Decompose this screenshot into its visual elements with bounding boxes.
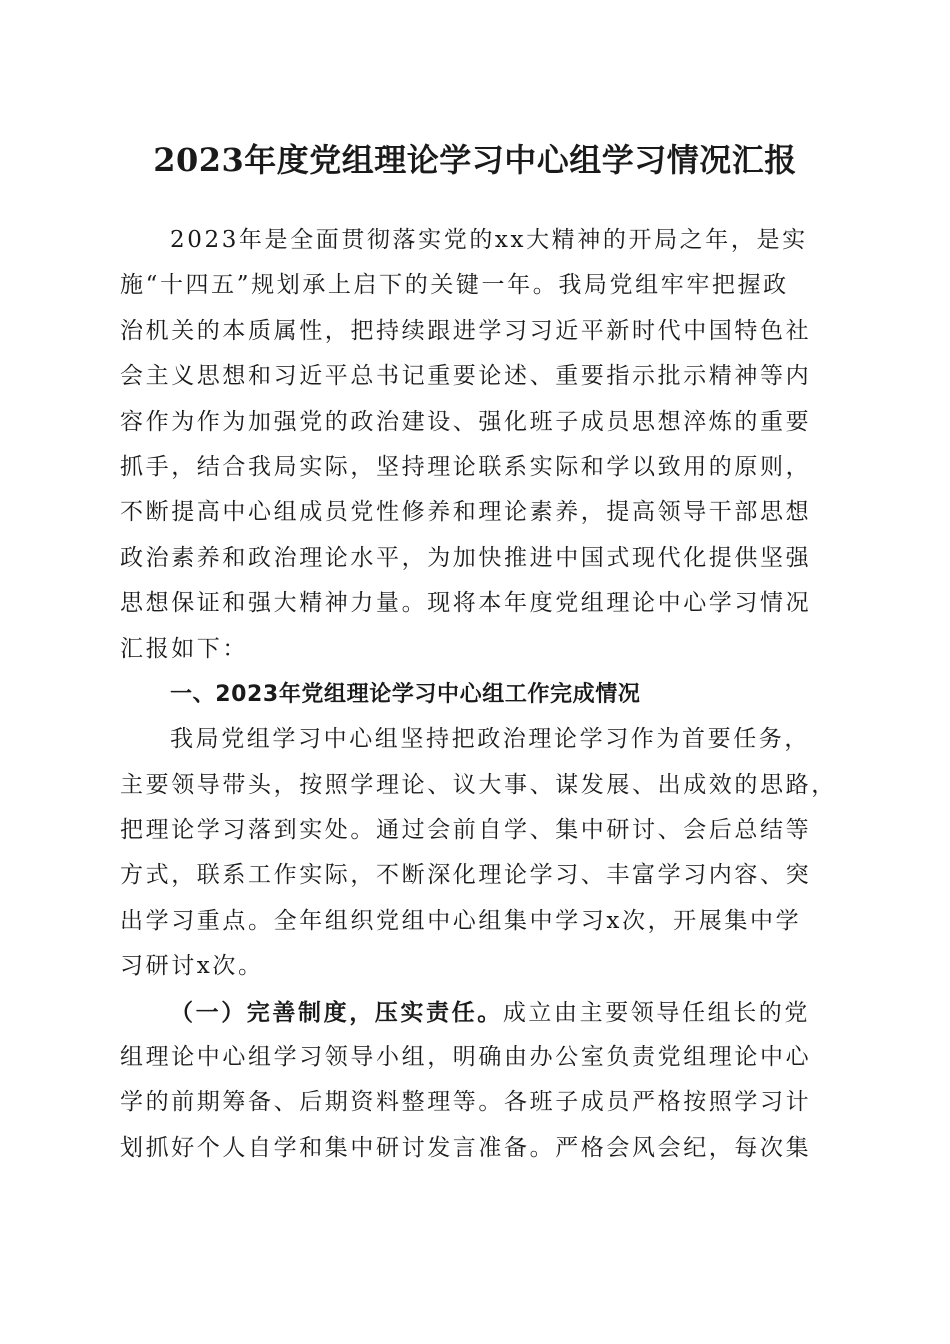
paragraph-line: 思想保证和强大精神力量。现将本年度党组理论中心学习情况 — [120, 590, 812, 617]
subsection-heading: （一）完善制度，压实责任。 — [170, 998, 503, 1026]
paragraph-line: 出学习重点。全年组织党组中心组集中学习x次，开展集中学 — [120, 907, 802, 934]
paragraph-line: 抓手，结合我局实际，坚持理论联系实际和学以致用的原则， — [120, 453, 812, 480]
subsection-first-line — [120, 990, 832, 1035]
paragraph-line: 容作为作为加强党的政治建设、强化班子成员思想淬炼的重要 — [120, 408, 812, 435]
paragraph-line: 我局党组学习中心组坚持把政治理论学习作为首要任务， — [170, 726, 810, 753]
paragraph-text: 成立由主要领导任组长的党 — [502, 999, 811, 1026]
paragraph-line: 不断提高中心组成员党性修养和理论素养，提高领导干部思想 — [120, 499, 812, 526]
paragraph-line: 划抓好个人自学和集中研讨发言准备。严格会风会纪，每次集 — [120, 1134, 812, 1161]
section-heading: 一、2023年党组理论学习中心组工作完成情况 — [170, 681, 641, 707]
paragraph-line: 学的前期筹备、后期资料整理等。各班子成员严格按照学习计 — [120, 1089, 812, 1116]
paragraph-line: 政治素养和政治理论水平，为加快推进中国式现代化提供坚强 — [120, 544, 812, 571]
paragraph-line: 施“十四五”规划承上启下的关键一年。我局党组牢牢把握政 — [120, 272, 789, 299]
paragraph-line: 汇报如下： — [120, 635, 248, 662]
paragraph-line: 2023年是全面贯彻落实党的xx大精神的开局之年，是实 — [170, 227, 808, 253]
paragraph-line: 会主义思想和习近平总书记重要论述、重要指示批示精神等内 — [120, 363, 812, 390]
paragraph-line: 习研讨x次。 — [120, 953, 264, 980]
paragraph-line: 把理论学习落到实处。通过会前自学、集中研讨、会后总结等 — [120, 817, 812, 844]
paragraph-line: 主要领导带头，按照学理论、议大事、谋发展、出成效的思路， — [120, 771, 837, 798]
paragraph-line: 方式，联系工作实际，不断深化理论学习、丰富学习内容、突 — [120, 862, 812, 889]
document-title: 2023年度党组理论学习中心组学习情况汇报 — [153, 141, 797, 179]
paragraph-line: 组理论中心组学习领导小组，明确由办公室负责党组理论中心 — [120, 1044, 812, 1071]
document-body — [120, 218, 837, 1171]
paragraph-line: 治机关的本质属性，把持续跟进学习习近平新时代中国特色社 — [120, 317, 812, 344]
